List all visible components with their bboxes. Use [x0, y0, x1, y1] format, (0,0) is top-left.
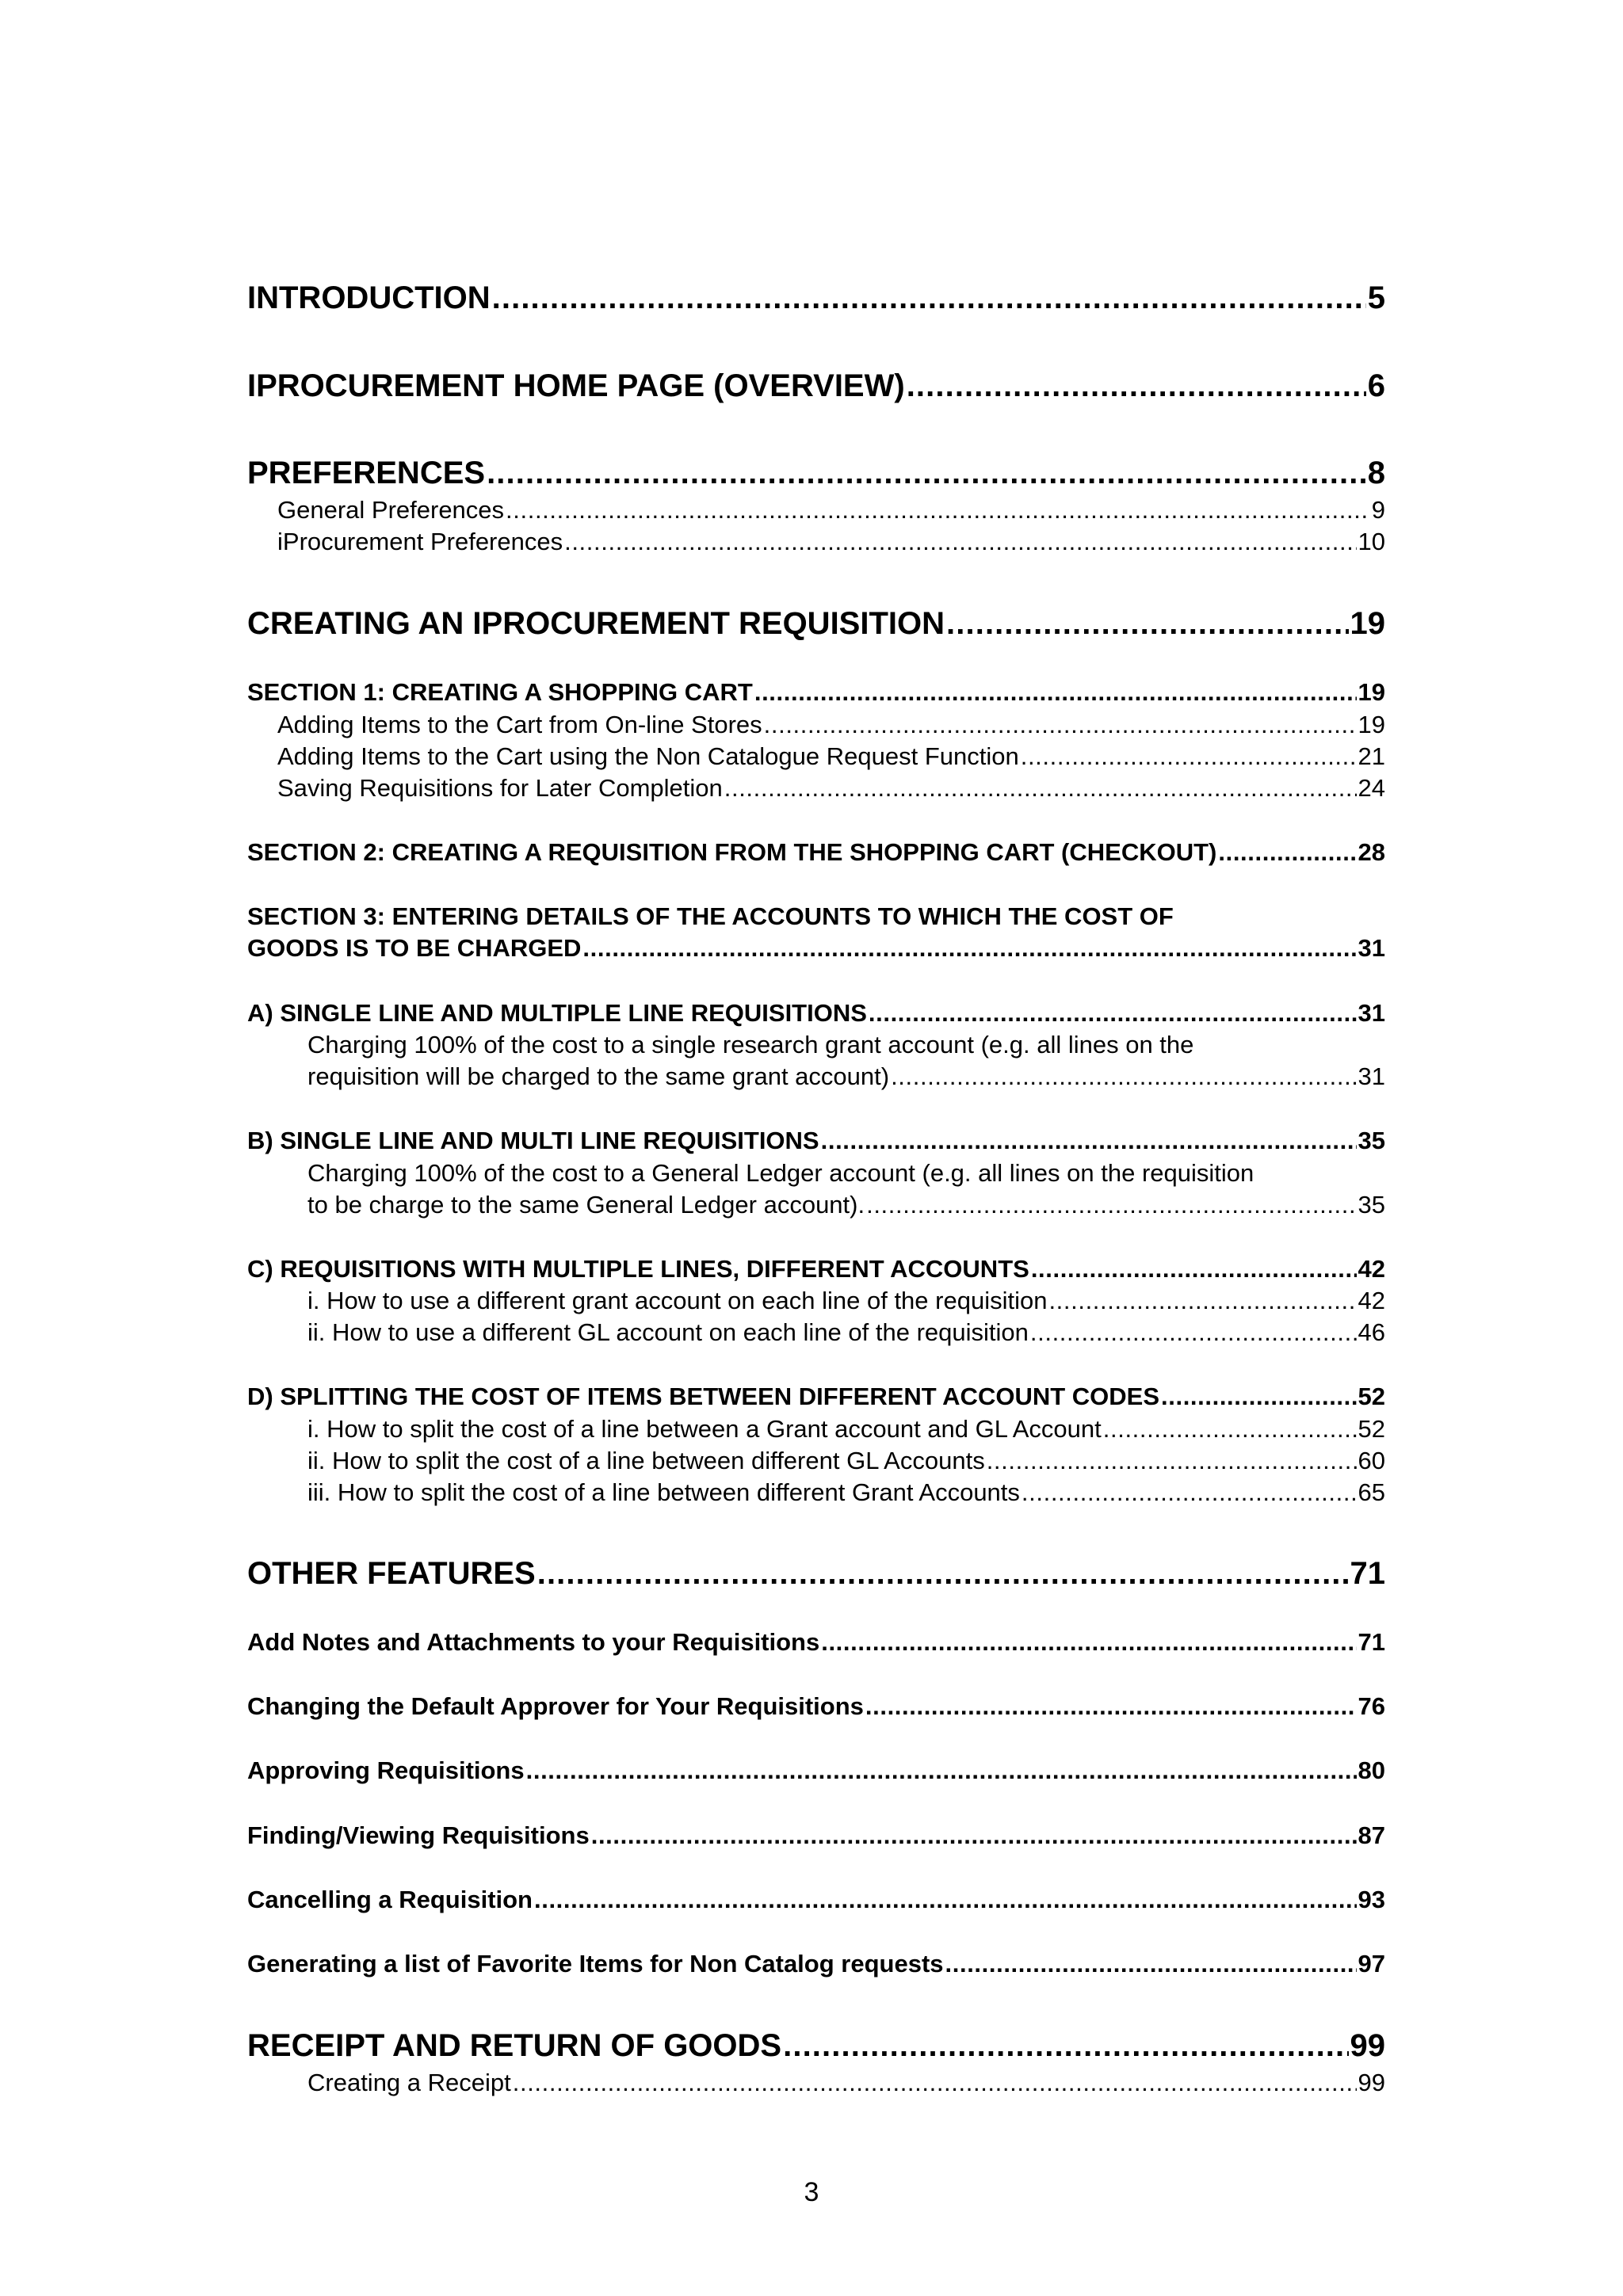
toc-entry-label: Finding/Viewing Requisitions: [247, 1821, 590, 1849]
toc-entry-label: iProcurement Preferences: [277, 528, 563, 555]
toc-leader-dots: [754, 678, 1357, 707]
page-number: 3: [804, 2177, 819, 2207]
toc-entry-saving-requisitions[interactable]: [247, 774, 1385, 803]
toc-entry-label: D) SPLITTING THE COST OF ITEMS BETWEEN DIFFERENT ACCOUNT CODES: [247, 1383, 1160, 1410]
toc-entry-section-1[interactable]: [247, 678, 1385, 707]
toc-entry-page: 9: [1371, 496, 1385, 524]
toc-entry-label: B) SINGLE LINE AND MULTI LINE REQUISITIONS: [247, 1127, 819, 1154]
toc-entry-page: 52: [1358, 1415, 1385, 1443]
toc-entry-label: IPROCUREMENT HOME PAGE (OVERVIEW): [247, 368, 905, 403]
toc-leader-dots: [865, 1692, 1357, 1721]
toc-leader-dots: [724, 774, 1357, 803]
toc-entry-label: ii. How to split the cost of a line between different GL Accounts: [307, 1447, 985, 1474]
toc-leader-dots: [987, 1447, 1357, 1475]
toc-entry-label: requisition will be charged to the same grant account): [307, 1062, 890, 1090]
toc-entry-label: Cancelling a Requisition: [247, 1886, 533, 1913]
toc-leader-dots: [946, 606, 1348, 642]
toc-entry-page: 21: [1358, 742, 1385, 770]
toc-leader-dots: [526, 1756, 1357, 1785]
toc-entry-label: CREATING AN IPROCUREMENT REQUISITION: [247, 606, 945, 641]
toc-entry-page: 76: [1358, 1692, 1385, 1720]
toc-entry-page: 71: [1358, 1628, 1385, 1656]
toc-entry-creating-receipt[interactable]: [247, 2069, 1385, 2097]
toc-entry-general-preferences[interactable]: [247, 496, 1385, 524]
table-of-contents: [247, 0, 1385, 2296]
toc-leader-dots: [945, 1950, 1357, 1978]
toc-entry-label: C) REQUISITIONS WITH MULTIPLE LINES, DIFFERENT ACCOUNTS: [247, 1255, 1029, 1283]
toc-leader-dots: [783, 2028, 1348, 2064]
toc-entry-d-splitting-cost[interactable]: [247, 1383, 1385, 1411]
toc-entry-page: 10: [1358, 528, 1385, 555]
toc-entry-page: 8: [1367, 456, 1385, 490]
toc-leader-dots: [891, 1062, 1356, 1091]
toc-entry-charging-gl[interactable]: [247, 1191, 1385, 1219]
toc-leader-dots: [1030, 1318, 1357, 1347]
toc-leader-dots: [1218, 838, 1356, 867]
toc-entry-label: SECTION 2: CREATING A REQUISITION FROM THE SHOPPING CART (CHECKOUT): [247, 838, 1217, 866]
toc-leader-dots: [866, 1191, 1356, 1219]
toc-leader-dots: [869, 999, 1357, 1028]
toc-entry-label: INTRODUCTION: [247, 280, 491, 315]
toc-entry-label: Approving Requisitions: [247, 1756, 525, 1784]
toc-entry-label: Adding Items to the Cart using the Non Catalogue Request Function: [277, 742, 1019, 770]
toc-leader-dots: [821, 1628, 1356, 1657]
toc-entry-page: 71: [1350, 1556, 1385, 1591]
toc-entry-default-approver[interactable]: [247, 1692, 1385, 1721]
toc-entry-page: 46: [1358, 1318, 1385, 1346]
toc-entry-adding-items-online-stores[interactable]: [247, 711, 1385, 739]
toc-entry-d-i[interactable]: [247, 1415, 1385, 1444]
toc-entry-finding-viewing[interactable]: [247, 1821, 1385, 1850]
toc-leader-dots: [1103, 1415, 1357, 1444]
toc-leader-dots: [487, 456, 1366, 491]
toc-leader-dots: [1031, 1255, 1357, 1283]
toc-entry-page: 6: [1367, 368, 1385, 403]
toc-entry-label: Adding Items to the Cart from On-line Stores: [277, 711, 762, 738]
toc-entry-label: Creating a Receipt: [307, 2069, 511, 2096]
toc-entry-b-single-multi-line[interactable]: [247, 1127, 1385, 1155]
toc-leader-dots: [506, 496, 1370, 524]
toc-entry-other-features[interactable]: [247, 1556, 1385, 1592]
toc-entry-label: RECEIPT AND RETURN OF GOODS: [247, 2028, 782, 2063]
toc-leader-dots: [591, 1821, 1357, 1850]
toc-entry-c-multiple-lines[interactable]: [247, 1255, 1385, 1283]
toc-entry-c-i-grant[interactable]: [247, 1287, 1385, 1315]
toc-entry-label: Add Notes and Attachments to your Requisitions: [247, 1628, 820, 1656]
toc-entry-home-page-overview[interactable]: [247, 368, 1385, 404]
toc-entry-page: 35: [1358, 1127, 1385, 1154]
toc-entry-page: 28: [1358, 838, 1385, 866]
toc-entry-adding-items-non-catalogue[interactable]: [247, 742, 1385, 771]
toc-entry-label: A) SINGLE LINE AND MULTIPLE LINE REQUISITIONS: [247, 999, 867, 1027]
toc-entry-page: 99: [1358, 2069, 1385, 2096]
toc-entry-page: 31: [1358, 934, 1385, 962]
toc-entry-label: i. How to split the cost of a line between a Grant account and GL Account: [307, 1415, 1102, 1443]
toc-entry-label: i. How to use a different grant account on each line of the requisition: [307, 1287, 1048, 1314]
toc-entry-introduction[interactable]: [247, 280, 1385, 316]
toc-entry-section-3[interactable]: [247, 934, 1385, 963]
toc-entry-page: 35: [1358, 1191, 1385, 1219]
toc-leader-dots: [1021, 742, 1357, 771]
toc-leader-dots: [492, 280, 1366, 316]
toc-entry-charging-grant[interactable]: [247, 1062, 1385, 1091]
toc-entry-label: Saving Requisitions for Later Completion: [277, 774, 723, 802]
toc-entry-label: ii. How to use a different GL account on each line of the requisition: [307, 1318, 1029, 1346]
toc-leader-dots: [1022, 1478, 1357, 1507]
toc-entry-page: 97: [1358, 1950, 1385, 1978]
toc-leader-dots: [764, 711, 1357, 739]
toc-entry-label: GOODS IS TO BE CHARGED: [247, 934, 582, 962]
toc-entry-label: OTHER FEATURES: [247, 1556, 536, 1591]
toc-entry-page: 5: [1367, 280, 1385, 315]
toc-entry-page: 52: [1358, 1383, 1385, 1410]
toc-entry-section-2[interactable]: [247, 838, 1385, 867]
toc-entry-favorite-items[interactable]: [247, 1950, 1385, 1978]
toc-entry-iprocurement-preferences[interactable]: [247, 528, 1385, 556]
toc-entry-c-ii-gl[interactable]: [247, 1318, 1385, 1347]
toc-entry-a-single-multiple-line[interactable]: [247, 999, 1385, 1028]
toc-entry-approving-requisitions[interactable]: [247, 1756, 1385, 1785]
toc-entry-d-ii[interactable]: [247, 1447, 1385, 1475]
toc-leader-dots: [513, 2069, 1357, 2097]
toc-leader-dots: [564, 528, 1356, 556]
toc-leader-dots: [907, 368, 1366, 404]
toc-entry-creating-requisition[interactable]: [247, 606, 1385, 642]
toc-leader-dots: [821, 1127, 1357, 1155]
toc-entry-notes-attachments[interactable]: [247, 1628, 1385, 1657]
toc-entry-page: 31: [1358, 1062, 1385, 1090]
toc-entry-charging-gl-line1[interactable]: Charging 100% of the cost to a General Ledger account (e.g. all lines on the requisition: [307, 1159, 1254, 1187]
toc-leader-dots: [534, 1886, 1357, 1914]
toc-entry-page: 65: [1358, 1478, 1385, 1506]
toc-entry-page: 42: [1358, 1255, 1385, 1283]
toc-leader-dots: [537, 1556, 1349, 1592]
toc-entry-page: 87: [1358, 1821, 1385, 1849]
toc-entry-page: 24: [1358, 774, 1385, 802]
toc-entry-cancelling[interactable]: [247, 1886, 1385, 1914]
toc-entry-label: to be charge to the same General Ledger account).: [307, 1191, 865, 1219]
toc-entry-page: 93: [1358, 1886, 1385, 1913]
toc-entry-receipt-return[interactable]: [247, 2028, 1385, 2064]
toc-entry-label: iii. How to split the cost of a line between different Grant Accounts: [307, 1478, 1020, 1506]
toc-entry-page: 99: [1350, 2028, 1385, 2063]
toc-entry-page: 31: [1358, 999, 1385, 1027]
toc-entry-label: General Preferences: [277, 496, 505, 524]
toc-leader-dots: [1161, 1383, 1357, 1411]
toc-entry-page: 19: [1358, 711, 1385, 738]
toc-entry-label: Generating a list of Favorite Items for Non Catalog requests: [247, 1950, 944, 1978]
toc-entry-label: Changing the Default Approver for Your Requisitions: [247, 1692, 864, 1720]
toc-entry-d-iii[interactable]: [247, 1478, 1385, 1507]
toc-entry-page: 60: [1358, 1447, 1385, 1474]
toc-entry-label: PREFERENCES: [247, 456, 486, 490]
toc-entry-page: 19: [1350, 606, 1385, 641]
toc-leader-dots: [1048, 1287, 1356, 1315]
toc-leader-dots: [582, 934, 1356, 963]
toc-entry-section-3-line1[interactable]: SECTION 3: ENTERING DETAILS OF THE ACCOUNTS TO WHICH THE COST OF: [247, 902, 1174, 930]
toc-entry-preferences[interactable]: [247, 456, 1385, 491]
toc-entry-page: 42: [1358, 1287, 1385, 1314]
toc-entry-page: 19: [1358, 678, 1385, 706]
toc-entry-charging-grant-line1[interactable]: Charging 100% of the cost to a single research grant account (e.g. all lines on the: [307, 1031, 1194, 1058]
toc-entry-label: SECTION 1: CREATING A SHOPPING CART: [247, 678, 753, 706]
toc-entry-page: 80: [1358, 1756, 1385, 1784]
